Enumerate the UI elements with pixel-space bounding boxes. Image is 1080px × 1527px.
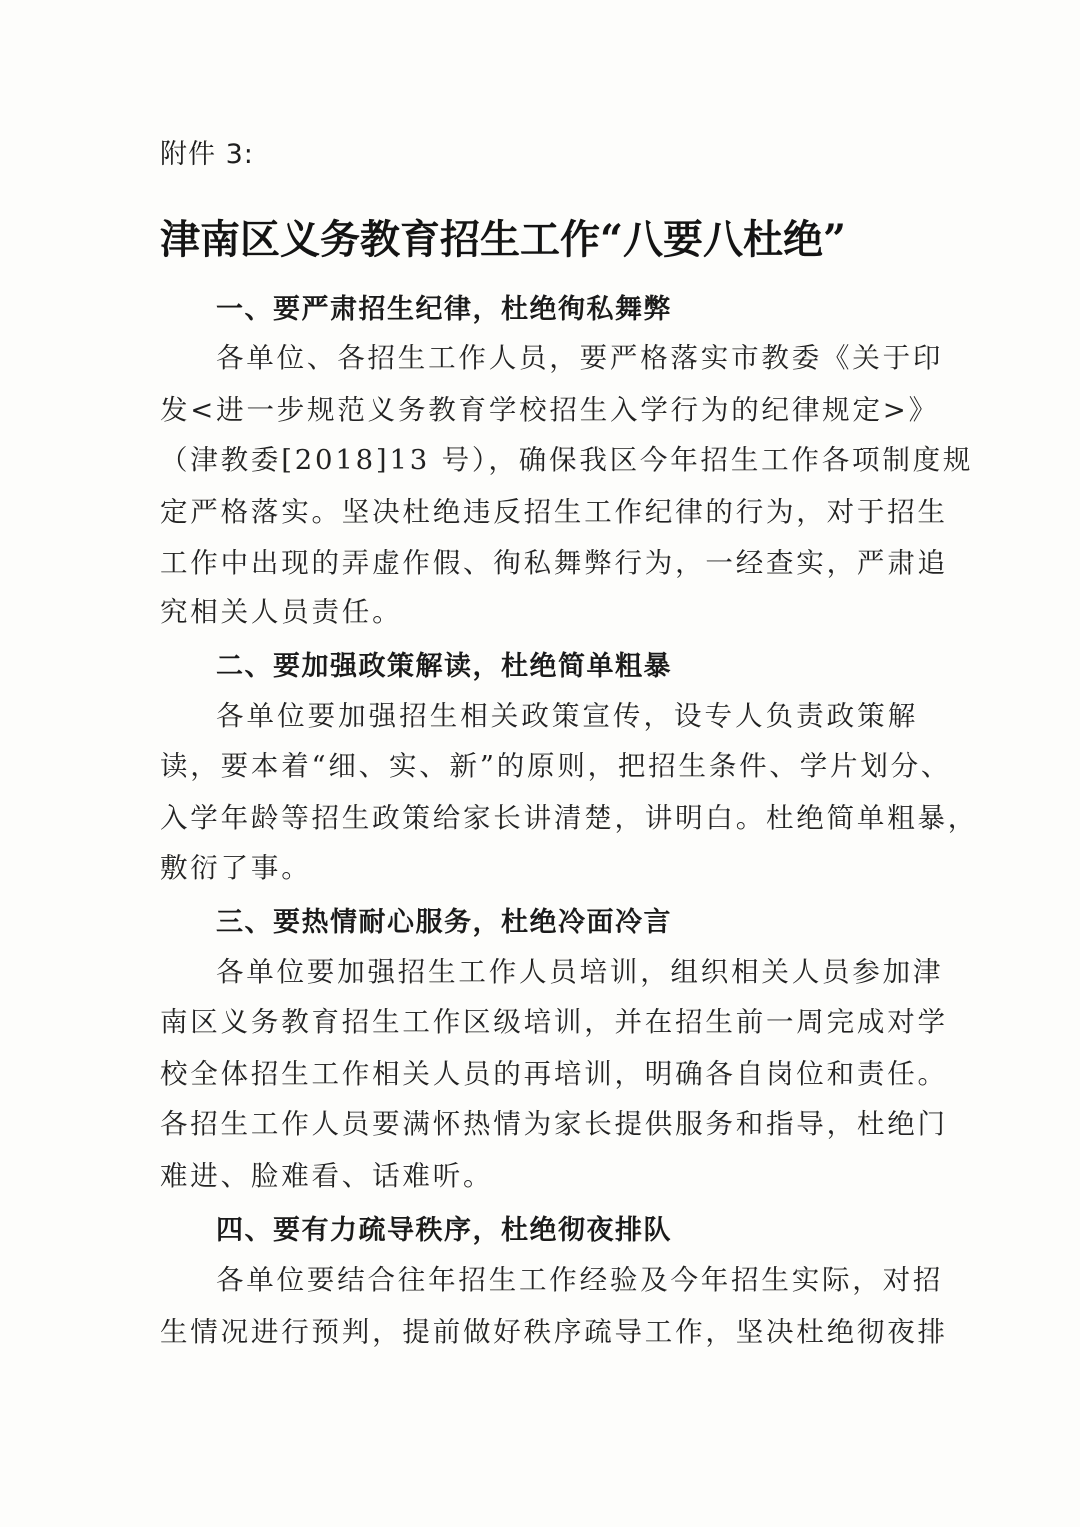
section-3-line-2: 南区义务教育招生工作区级培训，并在招生前一周完成对学 bbox=[160, 1006, 948, 1038]
section-1-heading: 一、要严肃招生纪律，杜绝徇私舞弊 bbox=[216, 294, 672, 325]
section-4-heading: 四、要有力疏导秩序，杜绝彻夜排队 bbox=[216, 1215, 672, 1246]
section-3-line-3: 校全体招生工作相关人员的再培训，明确各自岗位和责任。 bbox=[160, 1058, 948, 1090]
section-1-line-5: 工作中出现的弄虚作假、徇私舞弊行为，一经查实，严肃追 bbox=[160, 547, 948, 579]
section-4-line-1: 各单位要结合往年招生工作经验及今年招生实际，对招 bbox=[216, 1264, 944, 1296]
section-3-line-4: 各招生工作人员要满怀热情为家长提供服务和指导，杜绝门 bbox=[160, 1108, 948, 1140]
document-title: 津南区义务教育招生工作“八要八杜绝” bbox=[160, 216, 847, 263]
section-2-line-1: 各单位要加强招生相关政策宣传，设专人负责政策解 bbox=[216, 700, 918, 732]
attachment-label: 附件 3: bbox=[160, 139, 254, 170]
section-1-line-4: 定严格落实。坚决杜绝违反招生工作纪律的行为，对于招生 bbox=[160, 496, 948, 528]
section-1-line-3: （津教委[2018]13 号），确保我区今年招生工作各项制度规 bbox=[160, 444, 974, 476]
section-2-line-4: 敷衍了事。 bbox=[160, 852, 312, 884]
section-1-line-2: 发<进一步规范义务教育学校招生入学行为的纪律规定>》 bbox=[160, 394, 939, 426]
section-3-heading: 三、要热情耐心服务，杜绝冷面冷言 bbox=[216, 907, 672, 938]
section-2-heading: 二、要加强政策解读，杜绝简单粗暴 bbox=[216, 651, 672, 682]
section-3-line-5: 难进、脸难看、话难听。 bbox=[160, 1160, 494, 1192]
section-3-line-1: 各单位要加强招生工作人员培训，组织相关人员参加津 bbox=[216, 956, 944, 988]
section-4-line-2: 生情况进行预判，提前做好秩序疏导工作，坚决杜绝彻夜排 bbox=[160, 1316, 948, 1348]
section-1-line-6: 究相关人员责任。 bbox=[160, 596, 403, 628]
section-2-line-3: 入学年龄等招生政策给家长讲清楚，讲明白。杜绝简单粗暴， bbox=[160, 802, 979, 834]
section-1-line-1: 各单位、各招生工作人员，要严格落实市教委《关于印 bbox=[216, 342, 944, 374]
section-2-line-2: 读，要本着“细、实、新”的原则，把招生条件、学片划分、 bbox=[160, 750, 952, 782]
